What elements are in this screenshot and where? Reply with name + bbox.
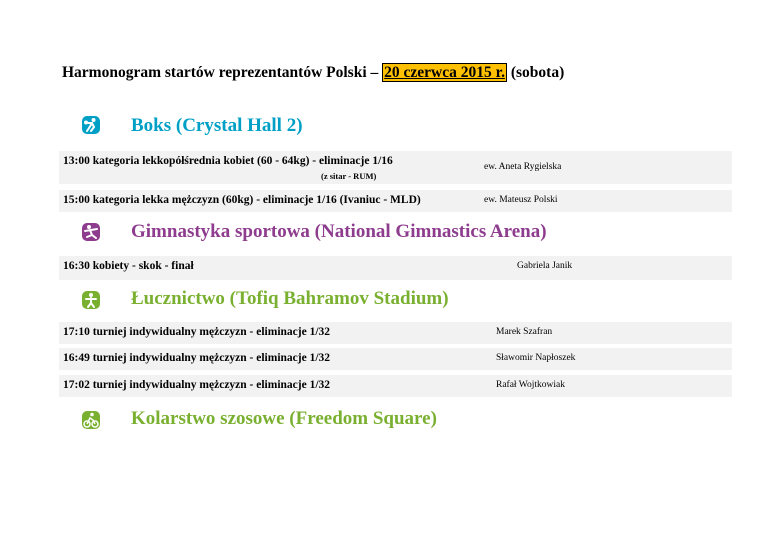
title-day: (sobota) [506,64,565,81]
event-row [59,190,732,212]
section-heading-cycling: Kolarstwo szosowe (Freedom Square) [131,408,437,429]
event-row [59,375,732,397]
athlete-name: Rafał Wojtkowiak [496,380,565,390]
page-title [62,64,564,82]
event-row [59,322,732,344]
event-text: 13:00 kategoria lekkopółśrednia kobiet (60 - 64kg) - eliminacje 1/16 [63,155,393,167]
athlete-name: Gabriela Janik [517,261,573,271]
event-row [59,256,732,280]
event-text: 15:00 kategoria lekka mężczyzn (60kg) - eliminacje 1/16 (Ivaniuc - MLD) [63,194,421,206]
section-heading-archery: Łucznictwo (Tofiq Bahramov Stadium) [131,288,449,309]
event-row [59,348,732,370]
event-text: 16:30 kobiety - skok - finał [63,260,194,272]
title-text: Harmonogram startów reprezentantów Polski – [62,64,383,81]
event-text: 16:49 turniej indywidualny mężczyzn - eliminacje 1/32 [63,352,331,364]
archery-icon [81,290,101,310]
event-row [59,151,732,184]
event-note: (z sitar - RUM) [321,171,377,181]
athlete-name: ew. Aneta Rygielska [484,162,562,172]
event-text: 17:02 turniej indywidualny mężczyzn - eliminacje 1/32 [63,379,331,391]
boxing-icon [81,115,101,135]
athlete-name: ew. Mateusz Polski [484,195,558,205]
athlete-name: Sławomir Napłoszek [496,353,576,363]
section-heading-boxing: Boks (Crystal Hall 2) [131,115,303,136]
title-date-highlight: 20 czerwca 2015 r. [384,64,505,81]
athlete-name: Marek Szafran [496,327,553,337]
cycling-icon [81,410,101,430]
section-heading-gymnastics: Gimnastyka sportowa (National Gimnastics Arena) [131,221,547,242]
event-text: 17:10 turniej indywidualny mężczyzn - eliminacje 1/32 [63,326,331,338]
gymnastics-icon [81,222,101,242]
